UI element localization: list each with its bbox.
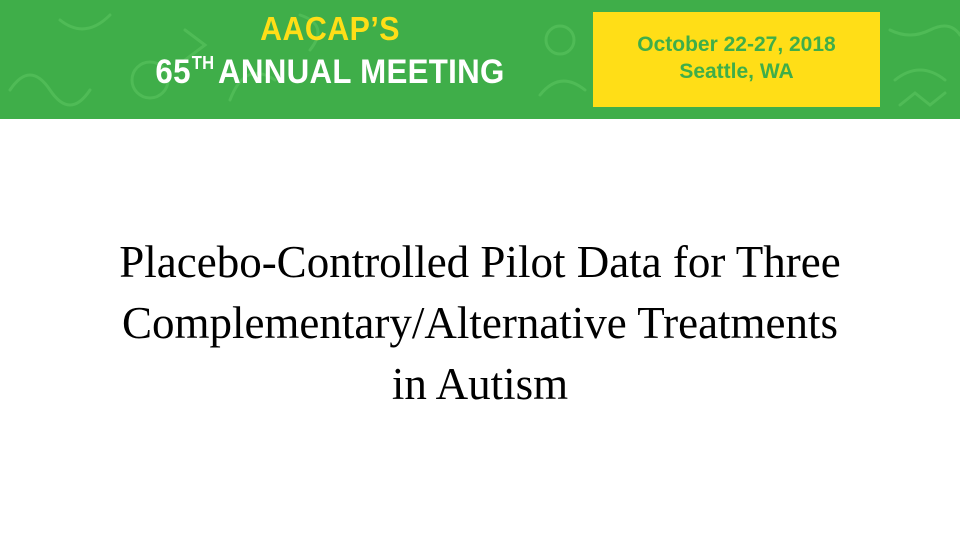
slide-title <box>20 232 940 415</box>
meeting-location: Seattle, WA <box>679 60 794 83</box>
slide-title-line-3: in Autism <box>391 359 569 409</box>
slide-title-line-1: Placebo-Controlled Pilot Data for Three <box>119 237 841 287</box>
meeting-number: 65 <box>155 53 191 91</box>
date-location-box <box>593 12 880 107</box>
meeting-name <box>137 54 523 89</box>
slide-title-line-2: Complementary/Alternative Treatments <box>121 298 839 348</box>
meeting-title <box>120 12 540 89</box>
meeting-dates: October 22-27, 2018 <box>637 33 836 56</box>
meeting-ordinal-suffix: TH <box>191 53 215 73</box>
conference-banner <box>0 0 960 119</box>
org-name: AACAP’S <box>260 10 400 47</box>
meeting-name-text: ANNUAL MEETING <box>218 53 505 91</box>
